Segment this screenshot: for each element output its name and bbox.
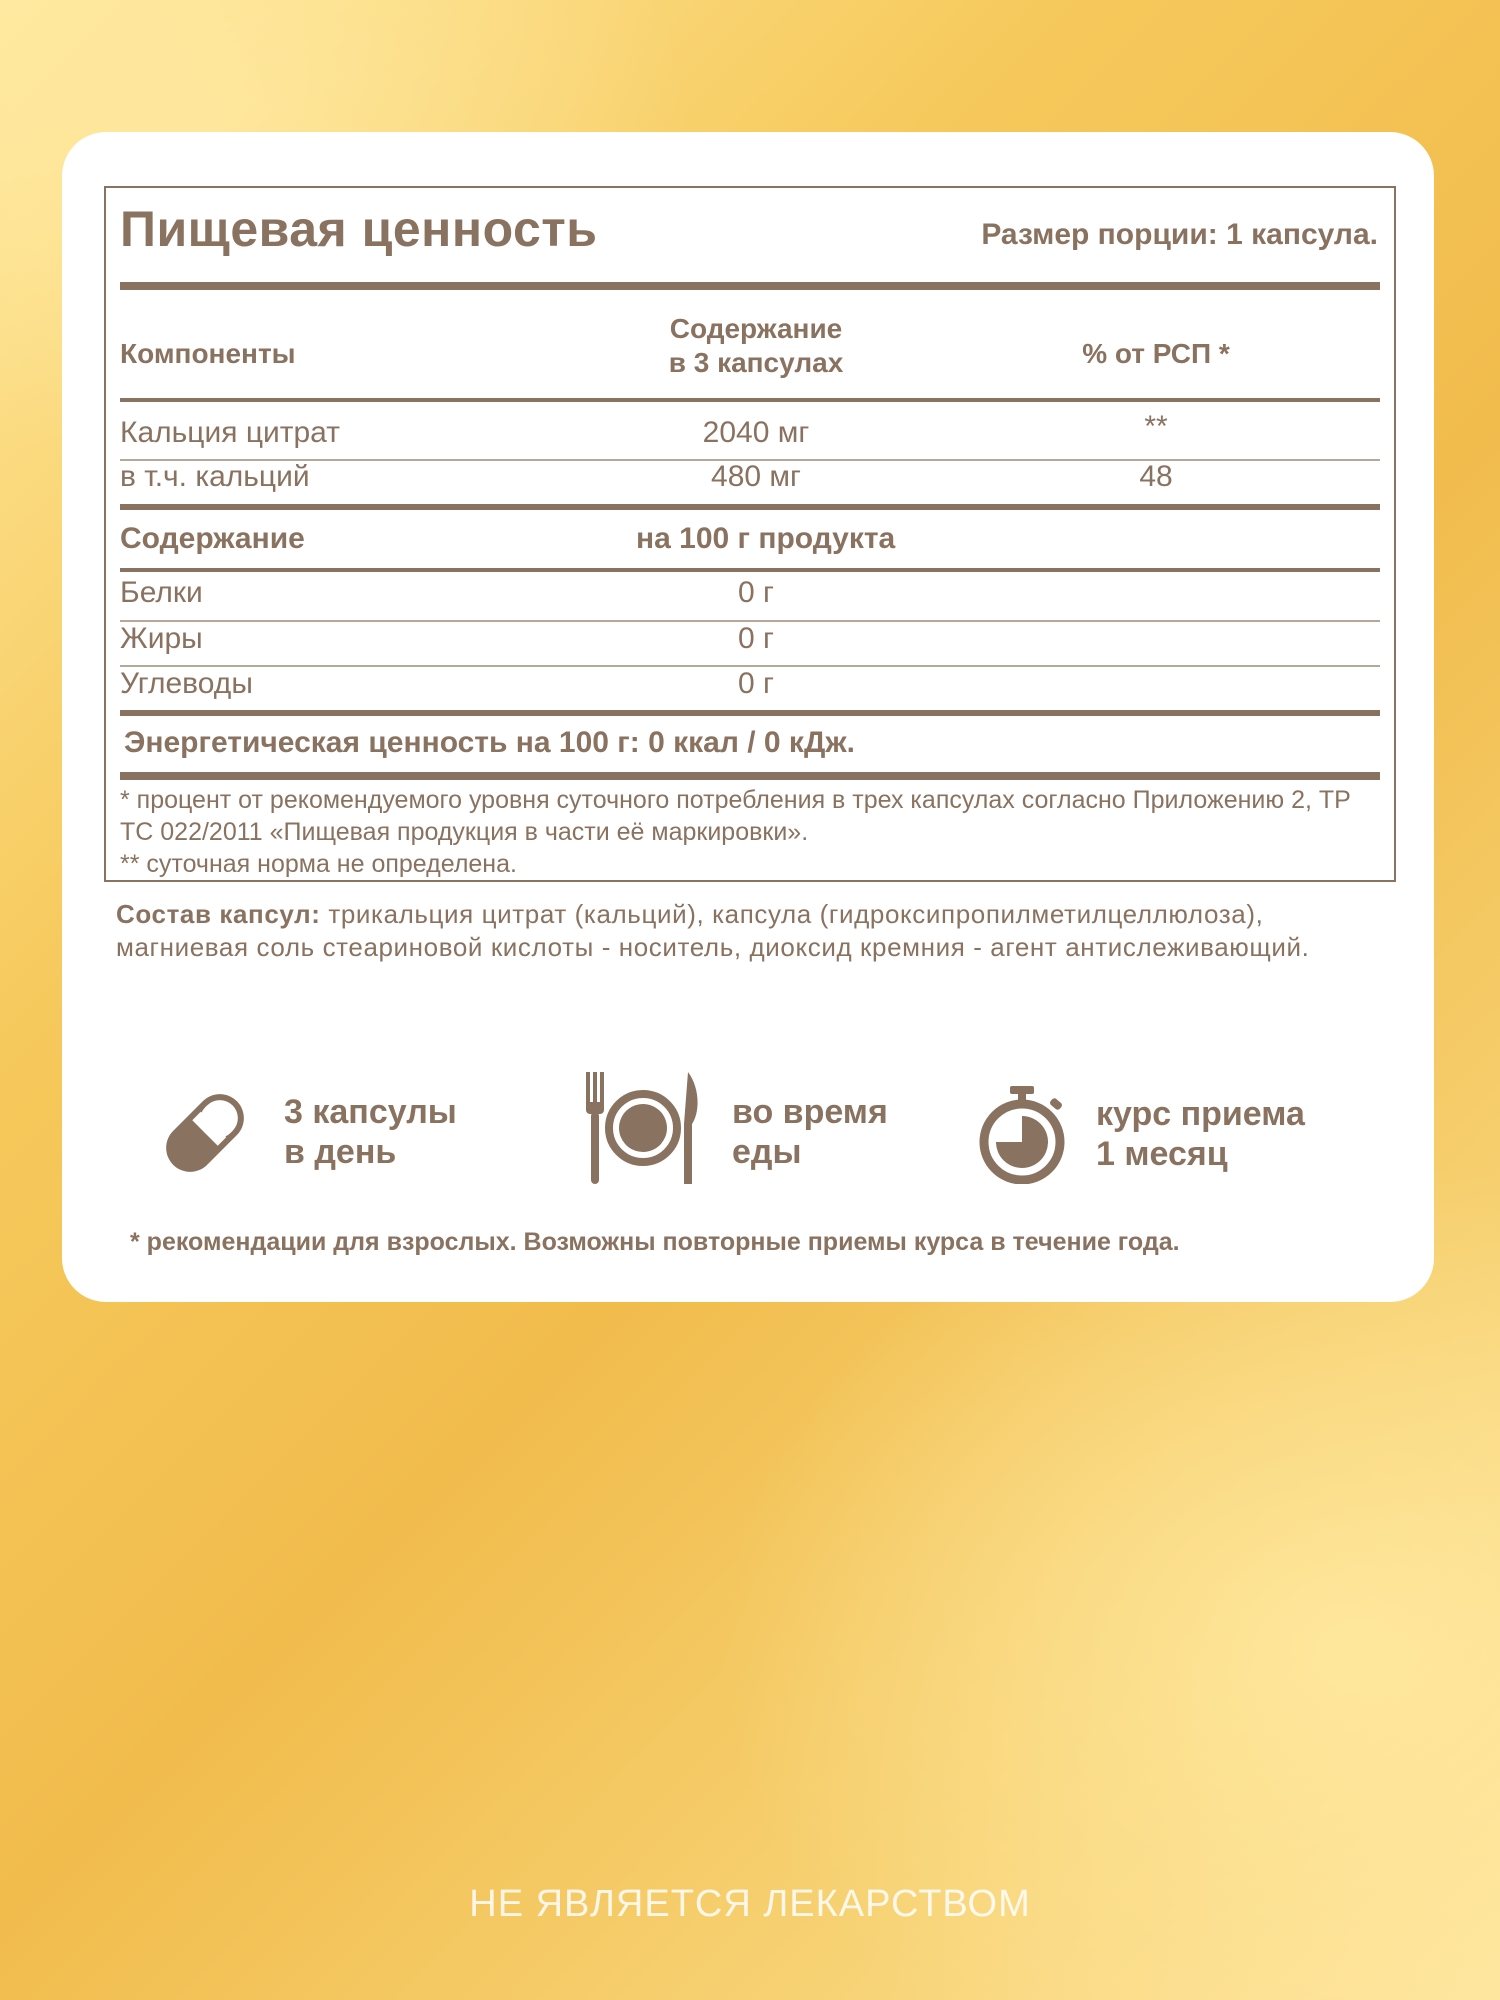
capsule-icon: [150, 1078, 260, 1188]
per100-row-amount: 0 г: [738, 667, 774, 700]
row-rsp: 48: [1139, 460, 1173, 493]
not-a-medicine-label: НЕ ЯВЛЯЕТСЯ ЛЕКАРСТВОМ: [469, 1883, 1031, 1925]
divider-thick: [120, 710, 1380, 716]
per100-row-name: Белки: [120, 576, 203, 609]
header-components: Компоненты: [120, 338, 296, 369]
divider-thick: [120, 772, 1380, 780]
row-name: Кальция цитрат: [120, 416, 340, 449]
stopwatch-icon: [976, 1084, 1068, 1184]
composition-label: Состав капсул:: [116, 899, 321, 929]
row-name: в т.ч. кальций: [120, 460, 310, 493]
feature-course: курс приема 1 месяц: [1096, 1095, 1305, 1173]
nutrition-panel: [104, 186, 1396, 882]
panel-title: Пищевая ценность: [120, 201, 598, 257]
info-card: [62, 132, 1434, 1302]
per100-row-name: Жиры: [120, 622, 203, 655]
footnote-rsp: * процент от рекомендуемого уровня суточного потребления в трех капсулах согласно Приложению 2, ТР ТС 022/2011 «Пищевая продукция в части её маркировки».: [120, 786, 1351, 846]
row-rsp: **: [1144, 410, 1168, 443]
composition-text: трикальция цитрат (кальций), капсула (гидроксипропилметилцеллюлоза), магниевая соль стеариновой кислоты - носитель, диоксид кремния - агент антислеживающий.: [116, 899, 1310, 962]
energy-value: Энергетическая ценность на 100 г: 0 ккал / 0 кДж.: [124, 726, 855, 759]
header-content: Содержание в 3 капсулах: [668, 313, 844, 378]
per100-row-amount: 0 г: [738, 622, 774, 655]
row-amount: 2040 мг: [702, 416, 810, 449]
portion-size: Размер порции: 1 капсула.: [981, 218, 1378, 251]
per100-row-amount: 0 г: [738, 576, 774, 609]
per100-header-value: на 100 г продукта: [636, 522, 896, 555]
per100-header-label: Содержание: [120, 522, 305, 555]
header-rsp: % от РСП *: [1082, 338, 1230, 369]
recommendation-note: * рекомендации для взрослых. Возможны повторные приемы курса в течение года.: [130, 1228, 1180, 1256]
divider-medium: [120, 568, 1380, 572]
per100-row-name: Углеводы: [120, 667, 253, 700]
row-amount: 480 мг: [711, 460, 801, 493]
plate-cutlery-icon: [582, 1068, 704, 1192]
feature-dose: 3 капсулы в день: [284, 1093, 457, 1171]
composition: [116, 898, 1386, 964]
divider-thick: [120, 282, 1380, 290]
divider-medium: [120, 398, 1380, 402]
divider-thick: [120, 504, 1380, 510]
footnote-norm: ** суточная норма не определена.: [120, 850, 517, 878]
feature-timing: во время еды: [732, 1093, 888, 1171]
